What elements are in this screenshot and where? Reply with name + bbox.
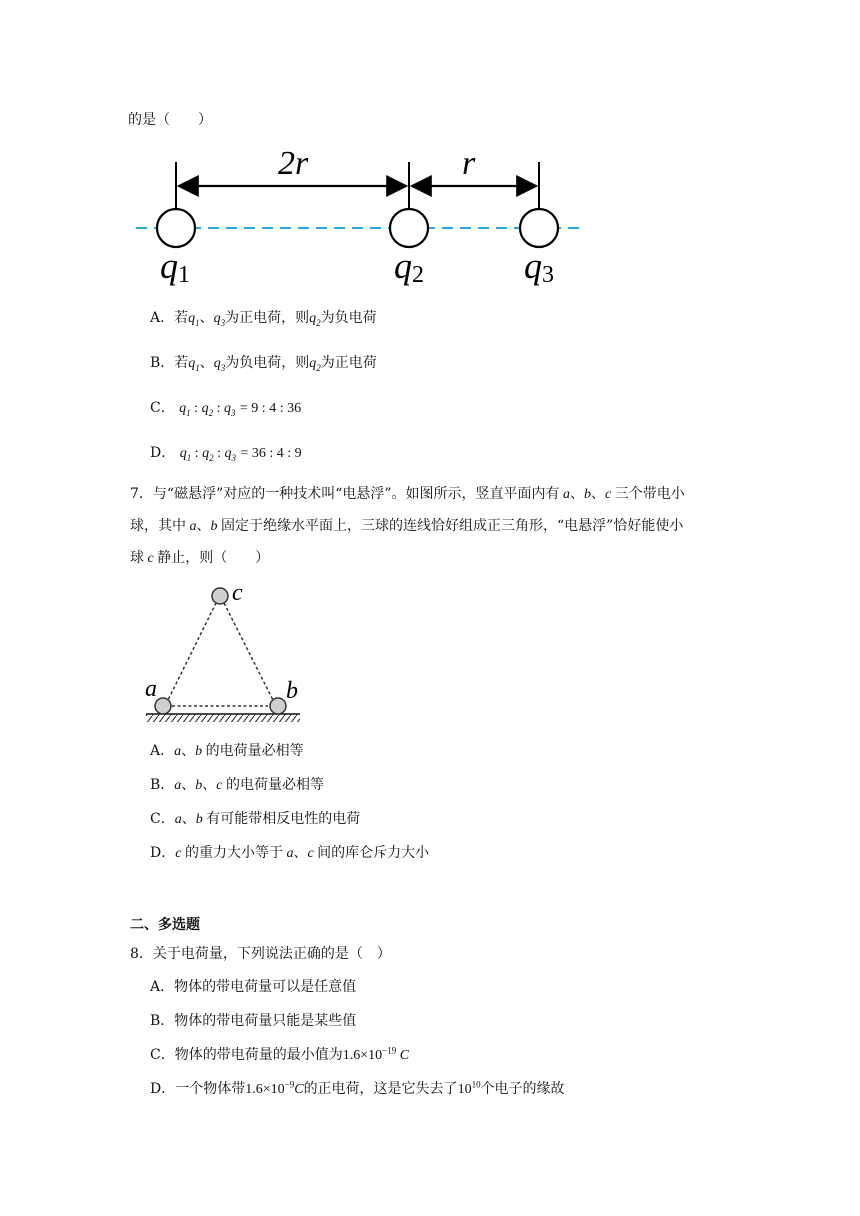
q7-stem-line2: 球，其中 a、b 固定于绝缘水平面上，三球的连线恰好组成正三角形，“电悬浮”恰好能使小 (130, 518, 684, 534)
q6-figure (130, 140, 600, 290)
q7-stem-line3: 球 c 静止，则（ ） (130, 550, 270, 566)
q7-stem-line1: 7．与“磁悬浮”对应的一种技术叫“电悬浮”。如图所示，竖直平面内有 a、b、c 三个带电小 (130, 486, 685, 502)
q7-option-d: D．c 的重力大小等于 a、c 间的库仑斥力大小 (150, 845, 430, 861)
label-2r: 2r (278, 145, 309, 182)
ground-hatch (146, 714, 300, 722)
q8-option-d: D．一个物体带$1.6\times 10^{-9}C$的正电荷，这是它失去了$10^{10}$个电子的缘故 (150, 1079, 565, 1097)
label-r: r (462, 145, 476, 182)
svg-text:q1 (160, 246, 190, 288)
side-bc (221, 597, 275, 704)
side-ac (166, 597, 219, 704)
label-q2-sub: 2 (412, 262, 424, 288)
label-q1-sub: 1 (178, 262, 190, 288)
svg-text:q2 (394, 246, 424, 288)
ball-a (155, 698, 171, 714)
label-a: a (145, 676, 157, 702)
charge-q2 (390, 209, 428, 247)
q8-option-b: B．物体的带电荷量只能是某些值 (150, 1013, 357, 1029)
label-q2: q (394, 246, 412, 286)
q8-option-c: C．物体的带电荷量的最小值为$1.6\times 10^{-19}$ C (150, 1045, 410, 1063)
q8-option-a: A．物体的带电荷量可以是任意值 (150, 979, 357, 995)
q6-option-b: B．若$q_1$、$q_3$为负电荷，则$q_2$为正电荷 (150, 355, 377, 373)
label-q3: q (524, 246, 542, 286)
q7-option-c: C．a、b 有可能带相反电性的电荷 (150, 811, 361, 827)
label-b: b (286, 678, 298, 704)
q6-option-d: D． $q_1$ : $q_2$ : $q_3 = 36$ : 4 : 9 (150, 445, 302, 463)
ball-c (212, 588, 228, 604)
q7-option-b: B．a、b、c 的电荷量必相等 (150, 777, 325, 793)
q6-option-a: A．若$q_1$、$q_3$为正电荷，则$q_2$为负电荷 (150, 310, 377, 328)
q7-figure (140, 580, 310, 725)
ball-b (270, 698, 286, 714)
q7-option-a: A．a、b 的电荷量必相等 (150, 743, 304, 759)
section-title-multi-choice: 二、多选题 (130, 917, 200, 933)
q8-stem: 8．关于电荷量，下列说法正确的是（ ） (130, 946, 391, 962)
charge-q1 (157, 209, 195, 247)
q6-option-c: C． $q_1$ : $q_2$ : $q_3 = 9$ : 4 : 36 (150, 400, 302, 418)
q6-stem-tail: 的是（ ） (128, 112, 212, 128)
svg-text:q3 (524, 246, 554, 288)
label-c: c (232, 580, 243, 606)
label-q1: q (160, 246, 178, 286)
label-q3-sub: 3 (542, 262, 554, 288)
charge-q3 (520, 209, 558, 247)
